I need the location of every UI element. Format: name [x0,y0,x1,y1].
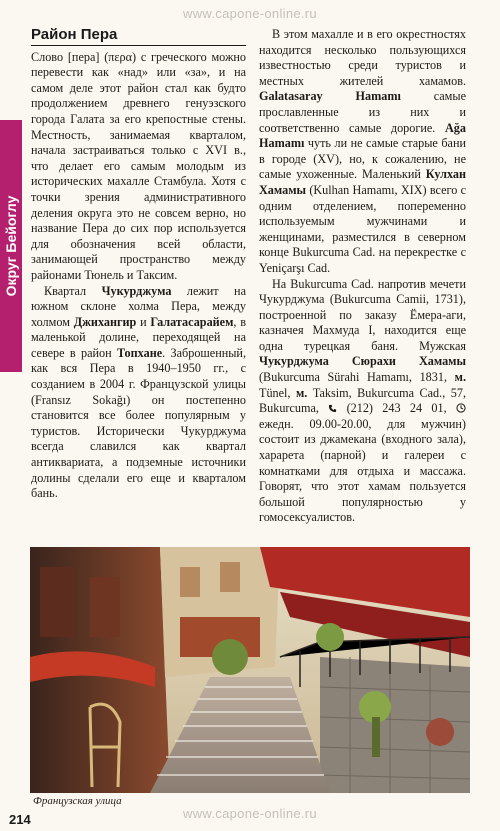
paragraph-cukurcuma: Квартал Чукурджума лежит на южном склоне холма Пера, между холмом Джихангир и Галатасарайем, в маленькой долине, переходящей на севере в район Топхане. Заброшенный, как вся Пера в 1940–1950 гг., с созданием в 2004 г. Французской улицы (Fransız Sokağı) он постепенно становится все более популярным у туристов. Исторически Чукурджума всегда славился как квартал антиквариата, а подземные источники долины сделали его еще и кварталом бань. [31,283,247,501]
watermark-bottom: www.capone-online.ru [183,806,317,821]
paragraph-hamams: В этом махалле и в его окрестностях находится несколько пользующихся известностью среди туристов и местных жителей хамамов. Galatasaray Hamamı самые прославленные из них и соответственно самые дорогие. Ağa Hamamı чуть ли не самые старые бани в городе (XV), но, к сожалению, не самые ухоженные. Маленький Кулхан Хамамы (Kulhan Hamamı, XIX) всего с одним отделением, попеременно используемым мужчинами и женщинами, разместился в северном конце Bukurcuma Cad. на перекрестке с Yeniçarşı Cad. [259,27,466,275]
side-tab-label: Округ Бейоглу [3,195,19,297]
photo-caption: Французская улица [33,795,122,807]
watermark-top: www.capone-online.ru [183,6,317,21]
phone-icon [328,401,337,415]
paragraph-etymology: Слово [пера] (περα) с греческого можно перевести как «над» или «за», и на самом деле этот район стал как будто продолжением древнего генуэзского города Галата за его крепостные стены. Местность, занимаемая кварталом, начала застраиваться только с XVI в., что делает его самым молодым из исторических махалле Стамбула. Хотя с точки зрения административного деления округа это не совсем верно, но название Пера до сих пор используется для обозначения всей области, занимающей пространство между районами Тюнель и Таксим. [31,49,246,282]
street-photo [30,547,470,793]
right-text-column [259,27,466,526]
clock-icon [456,401,466,415]
section-title: Район Пера [31,27,246,46]
left-text-column [31,27,246,502]
paragraph-surahi-hamam: На Bukurcuma Cad. напротив мечети Чукурджума (Bukurcuma Camii, 1731), построенной по заказу Ёмера-аги, казначея Махмуда I, находится еще одна турецкая баня. Мужская Чукурджума Сюрахи Хамамы (Bukurcuma Sürahi Hamamı, 1831, м. Tünel, м. Taksim, Bukurcuma Cad., 57, Bukurcuma, (212) 243 24 01, ежедн. 09.00-20.00, для мужчин) состоит из джамекана (входного зала), харарета (парной) и галереи с комнатками для отдыха и массажа. Говорят, что этот хамам пользуется большой популярностью у гомосексуалистов. [259,276,466,525]
page-number: 214 [9,812,31,827]
